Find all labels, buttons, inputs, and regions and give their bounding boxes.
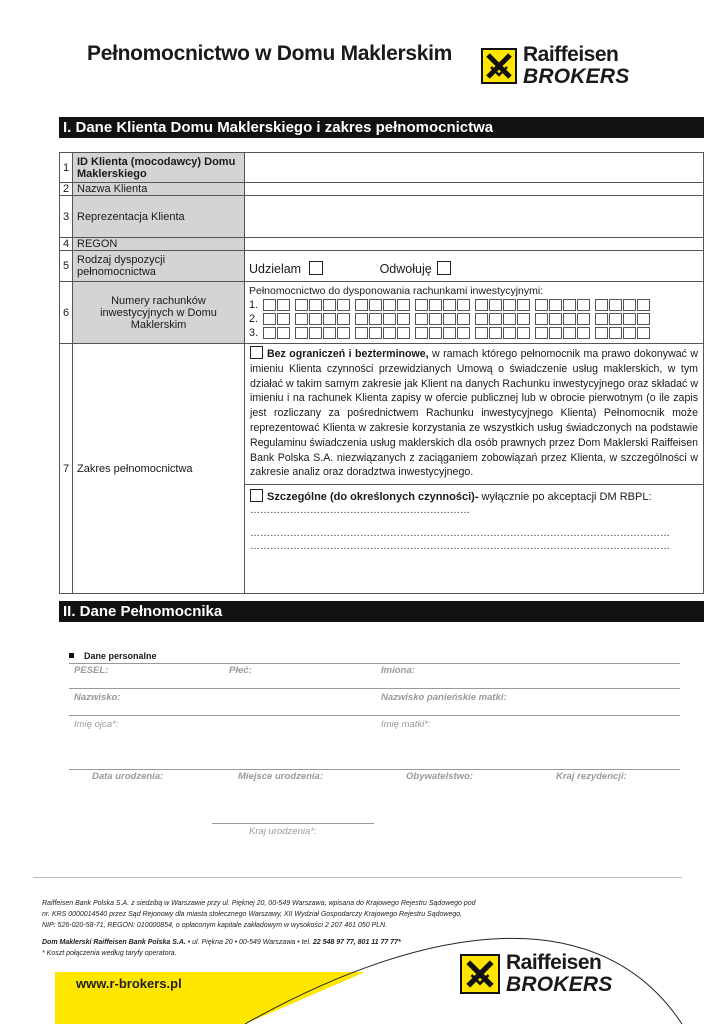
row-number: 2 [60,183,73,196]
row-number: 3 [60,196,73,238]
regon-label: REGON [73,238,245,251]
residence-country-label: Kraj rezydencji: [556,771,627,782]
dm-address: • ul. Piękna 20 • 00-549 Warszawa • tel. [185,939,313,946]
gender-label: Płeć: [229,665,252,676]
client-name-label: Nazwa Klienta [73,183,245,196]
personal-data-label: Dane personalne [84,651,157,661]
first-names-label: Imiona: [381,665,415,676]
legal-line-2: nr. KRS 0000014540 przez Sąd Rejonowy dla miasta stołecznego Warszawy, XII Wydział Gospodarczy Krajowego Rejestru Sądowego, [42,911,463,918]
client-id-label: ID Klienta (mocodawcy) Domu Maklerskiego [73,153,245,183]
revoke-option-label: Odwołuję [379,261,432,276]
birth-date-label: Data urodzenia: [92,771,164,782]
special-scope-line-2[interactable]: ……………………………………………………………………………………………………………… [250,528,670,540]
row-number: 4 [60,238,73,251]
cost-note: * Koszt połączenia według taryfy operatora. [42,950,177,957]
row-number: 6 [60,282,73,344]
account-number-label: 2. [249,313,259,325]
grant-option-label: Udzielam [249,261,302,276]
page-title: Pełnomocnictwo w Domu Maklerskim [87,42,452,65]
legal-line-3: NIP: 526-020-58-71, REGON: 010000854, o opłaconym kapitale zakładowym w wysokości 2 207 461 050 PLN. [42,922,388,929]
birth-country-label: Kraj urodzenia*: [249,826,317,837]
mother-name-label: Imię matki*: [381,719,431,730]
scope-label: Zakres pełnomocnictwa [73,344,245,594]
unlimited-scope-body: w ramach którego pełnomocnik ma prawo dokonywać w imieniu Klienta czynności przewidzianych Umową o świadczenie usług maklerskich, w tym działać w takim samym zakresie jak Klient na danych Rachunku inwestycyjnego oraz składać w imieniu i na rachunek Klienta zapisy w ofercie publicznej lub w obrocie pierwotnym (o ile zapis jest rozliczany za pośrednictwem Rachunku inwestycyjnego Klienta) Pełnomocnik może reprezentować Klienta w zakresie korzystania ze wszystkich usług świadczonych na podstawie Regulaminu świadczenia usług maklerskich dla osób prawnych przez Dom Maklerski Raiffeisen Bank Polska S.A. niezwiązanych z zaciąganiem zobowiązań przez Klienta, w szczególności w zakresie analiz oraz doradztwa inwestycyjnego. [250,348,698,479]
special-scope-note: wyłącznie po akceptacji DM RBPL: [478,491,652,504]
surname-label: Nazwisko: [74,692,121,703]
birth-place-label: Miejsce urodzenia: [238,771,323,782]
special-scope-title: Szczególne (do określonych czynności)- [267,491,479,504]
row-number: 1 [60,153,73,183]
accounts-label: Numery rachunków inwestycyjnych w Domu Maklerskim [73,282,245,344]
row-number: 5 [60,251,73,282]
section2-title: II. Dane Pełnomocnika [59,601,704,622]
dm-name: Dom Maklerski Raiffeisen Bank Polska S.A. [42,939,186,946]
footer-brand-logo [460,952,612,996]
dm-phone: 22 548 97 77, 801 11 77 77* [312,939,401,946]
unlimited-scope-title: Bez ograniczeń i bezterminowe, [267,348,429,360]
logo-text-brokers: BROKERS [506,973,613,996]
website-link[interactable]: www.r-brokers.pl [76,976,182,991]
client-representation-label: Reprezentacja Klienta [73,196,245,238]
logo-text-raiffeisen: Raiffeisen [506,951,602,974]
logo-text-raiffeisen: Raiffeisen [523,43,619,66]
special-scope-line-3[interactable]: ……………………………………………………………………………………………………………… [250,541,670,553]
account-number-label: 3. [249,327,259,339]
mother-maiden-name-label: Nazwisko panieńskie matki: [381,692,507,703]
pesel-label: PESEL: [74,665,109,676]
section1-title: I. Dane Klienta Domu Maklerskiego i zakres pełnomocnictwa [59,117,704,138]
citizenship-label: Obywatelstwo: [406,771,474,782]
logo-text-brokers: BROKERS [523,65,630,88]
row-number: 7 [60,344,73,594]
father-name-label: Imię ojca*: [74,719,119,730]
legal-line-1: Raiffeisen Bank Polska S.A. z siedzibą w Warszawie przy ul. Pięknej 20, 00-549 Warszawa, wpisana do Krajowego Rejestru Sądowego pod [42,900,476,907]
special-scope-line-1[interactable]: ………………………………………………………… [250,505,470,517]
accounts-note: Pełnomocnictwo do dysponowania rachunkami inwestycyjnymi: [249,285,544,297]
raiffeisen-cross-icon [460,954,500,994]
disposition-type-label: Rodzaj dyspozycji pełnomocnictwa [73,251,245,282]
account-number-label: 1. [249,299,259,311]
